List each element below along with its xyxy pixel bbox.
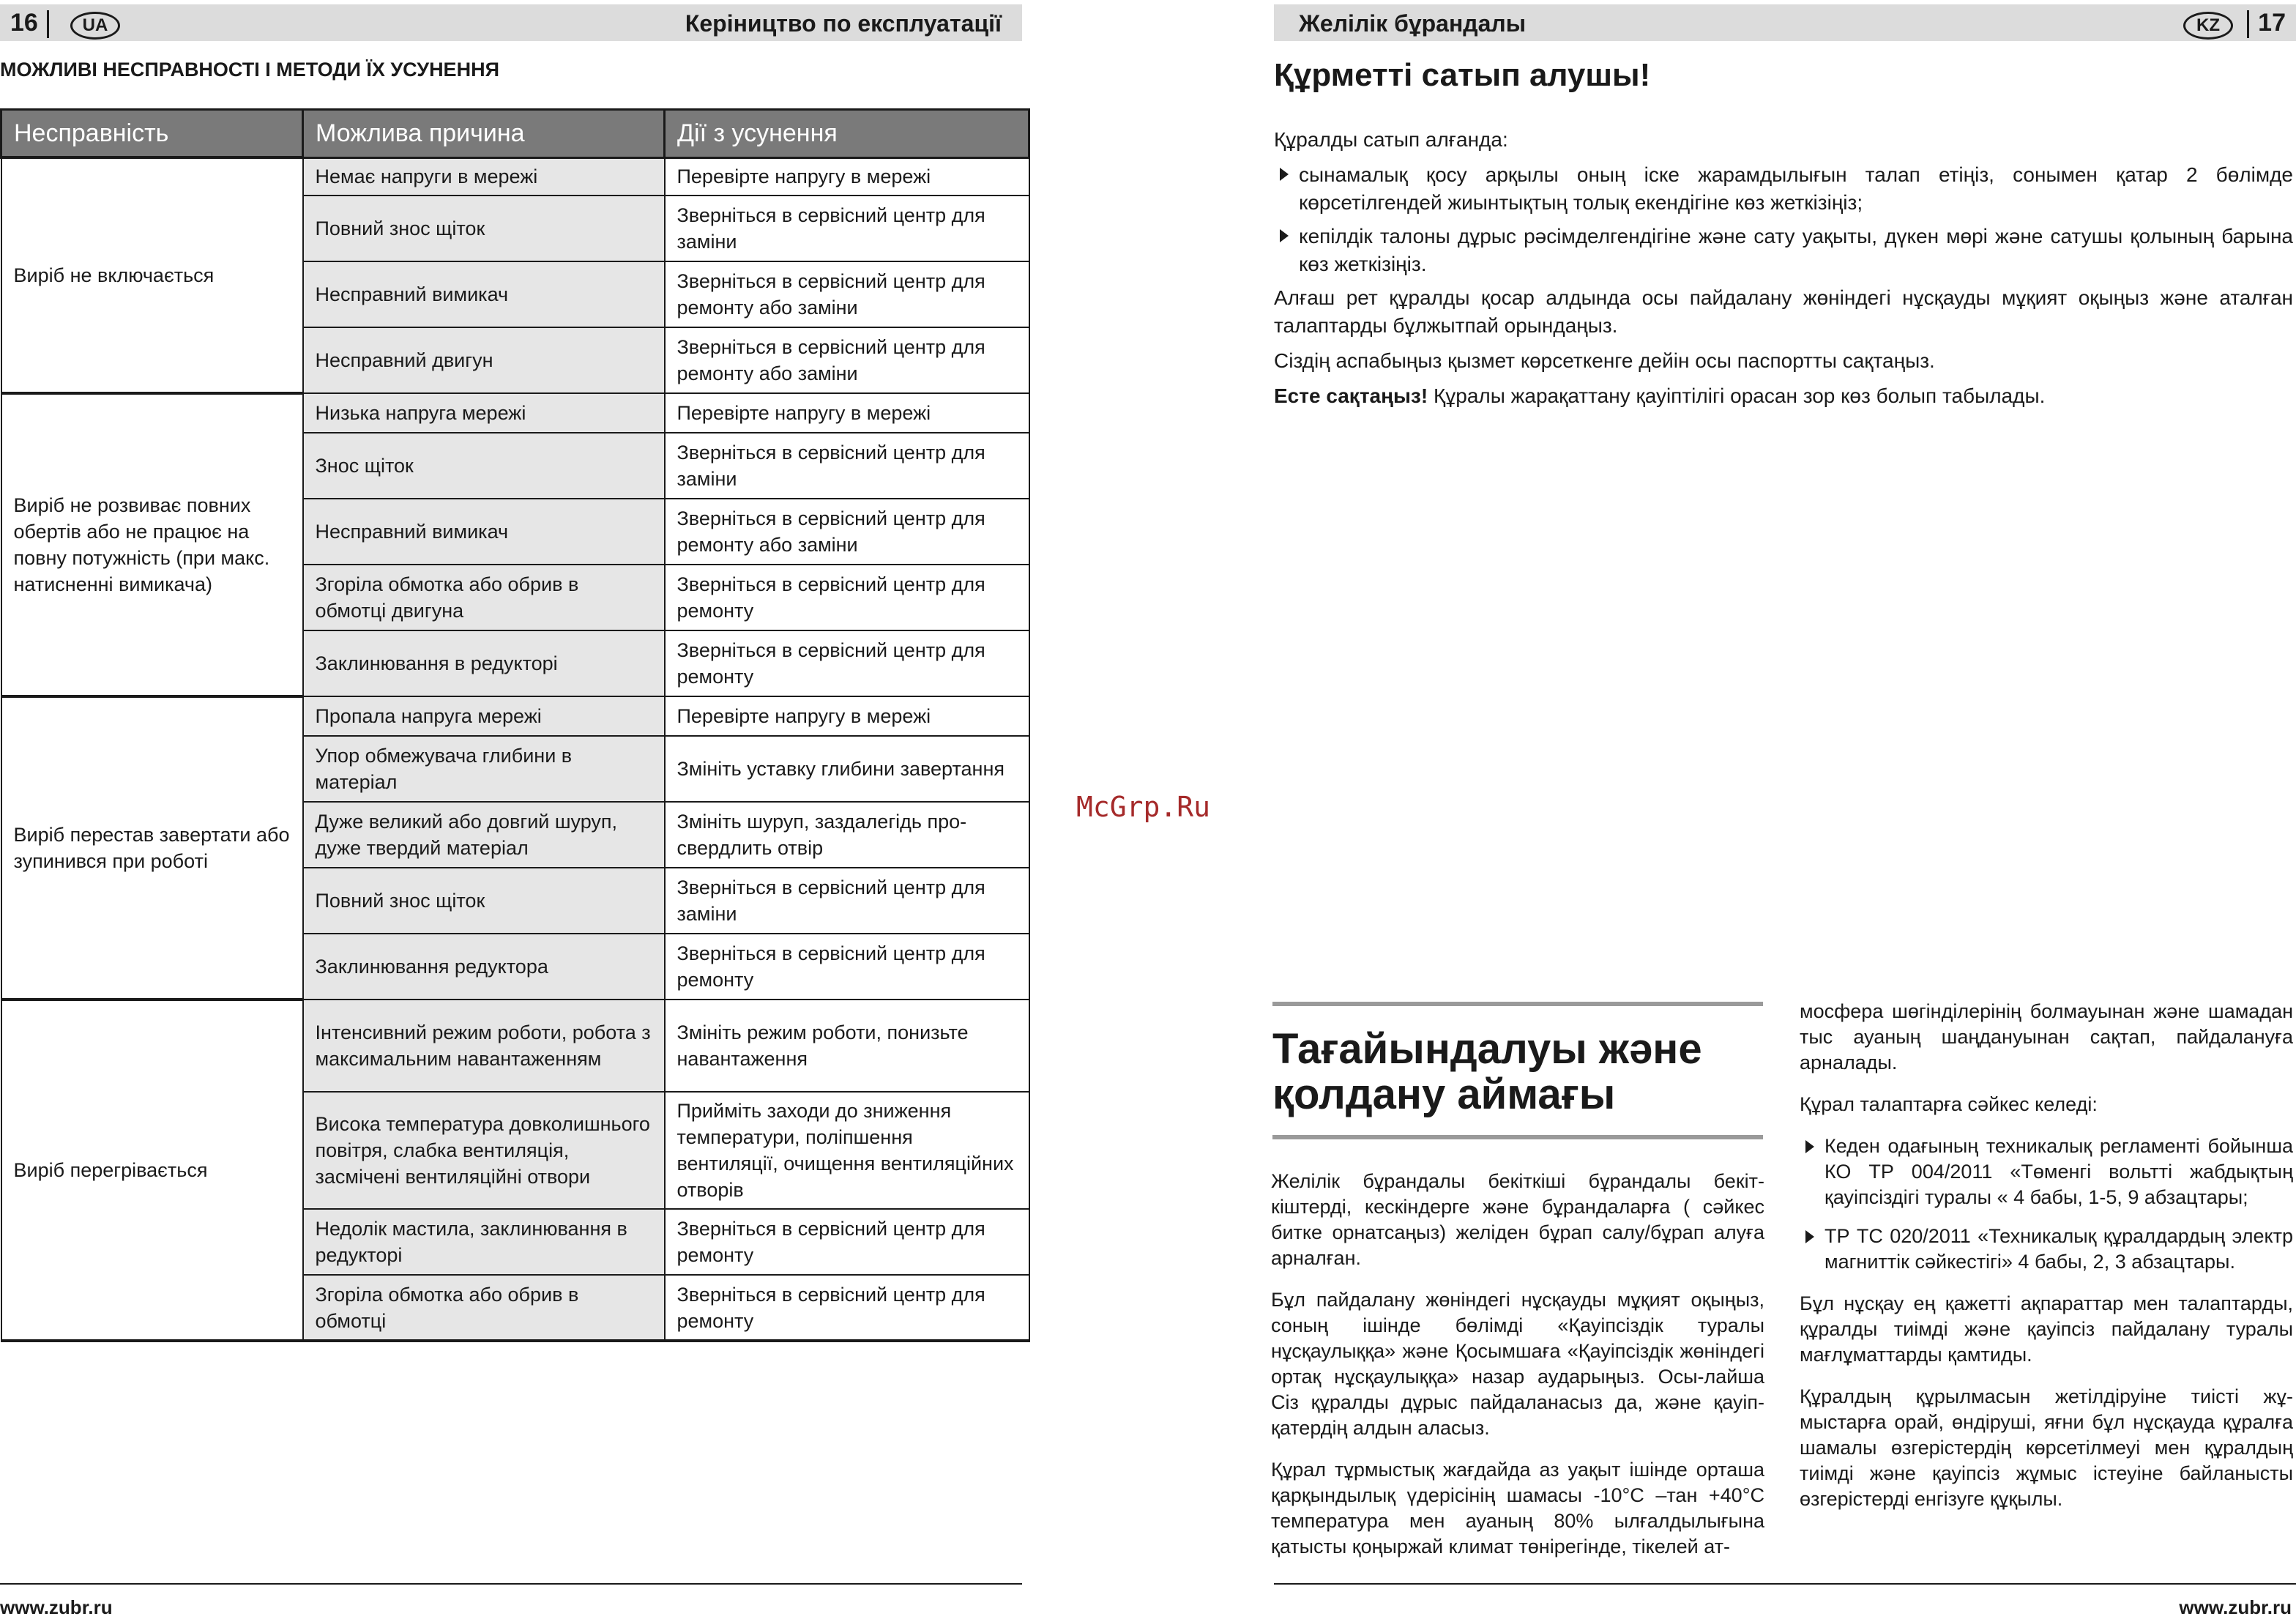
cause-cell: Інтенсивний режим роботи, робота з максимальним навантаженням xyxy=(303,1000,665,1092)
bullet-arrow-icon xyxy=(1280,229,1289,242)
table-row xyxy=(1,157,1029,196)
action-cell: Змініть режим роботи, понизьте навантаження xyxy=(665,1000,1029,1092)
text-column-1 xyxy=(1271,1169,1764,1576)
cause-cell: Знос щіток xyxy=(303,433,665,499)
list-item: сынамалық қосу арқылы оның іске жарамдылығын талап етіңіз, сонымен қатар 2 бөлімде көрсетілгендей жиынтықтың толық екендігіне көз жеткізіңіз; xyxy=(1274,161,2293,217)
intro-list xyxy=(1274,161,2293,278)
body-paragraph: мосфера шөгінділерінің болмауынан және шамадан тыс ауаның шаңдануынан сақтап, пайдалануға арналады. xyxy=(1800,1000,2293,1073)
action-cell: Змініть шуруп, заздалегідь просвердлить отвір xyxy=(665,802,1029,868)
header-title: Керiництво по експлуатацiї xyxy=(685,10,1002,37)
table-row xyxy=(1,1000,1029,1092)
cause-cell: Повний знос щіток xyxy=(303,196,665,261)
action-cell: Зверніться в сервісний центр для ремонту xyxy=(665,934,1029,1000)
heading-rule xyxy=(1272,1135,1763,1139)
greeting-heading: Құрметті сатып алушы! xyxy=(1274,57,1651,93)
action-cell: Зверніться в сервісний центр для ремонту xyxy=(665,1275,1029,1341)
list-item: Кеден одағының техникалық регламенті бойынша КО ТР 004/2011 «Төменгі вольтті жабдықтың қауіпсіздігі туралы « 4 бабы, 1-5, 9 абзацтары; xyxy=(1800,1134,2293,1210)
warning-label: Есте сақтаңыз! xyxy=(1274,384,1428,407)
footer-divider xyxy=(1274,1583,2296,1585)
warning-paragraph xyxy=(1274,382,2293,410)
page-number: 16 xyxy=(10,9,38,37)
header-divider xyxy=(47,10,49,38)
footer-divider xyxy=(0,1583,1022,1585)
cause-cell: Згоріла обмотка або обрив в обмотці двигуна xyxy=(303,565,665,630)
action-cell: Зверніться в сервісний центр для ремонту xyxy=(665,630,1029,696)
cause-cell: Повний знос щіток xyxy=(303,868,665,934)
table-row xyxy=(1,696,1029,736)
action-cell: Зверніться в сервісний центр для заміни xyxy=(665,433,1029,499)
fault-table xyxy=(0,108,1030,1342)
body-paragraph: Бұл пайдалану жөніндегі нұсқауды мұқият оқыңыз, соның ішінде бөлімді «Қауіпсіздік туралы нұсқаулыққа» және Қосымшаға «Қауіпсіздік жөніндегі ортақ нұсқаулыққа» назар аударыңыз. Осы-лайша Сіз құралды дұрыс пайдаланасыз да, және қауіп-қатердің алдын аласыз. xyxy=(1271,1289,1764,1439)
fault-cell: Виріб не включається xyxy=(1,157,303,393)
intro-lead: Құралды сатып алғанда: xyxy=(1274,128,1508,151)
standards-list xyxy=(1800,1134,2293,1275)
footer-url: www.zubr.ru xyxy=(2179,1596,2292,1618)
action-cell: Зверніться в сервісний центр для ремонту або заміни xyxy=(665,327,1029,393)
cause-cell: Дуже великий або довгий шуруп, дуже твердий матеріал xyxy=(303,802,665,868)
lang-badge: KZ xyxy=(2183,12,2233,40)
body-paragraph: Желілік бұрандалы бекіткіші бұрандалы бекіткіштерді, кескіндерге және бұрандаларға ( сәйкес битке орнатсаңыз) желіден бұрап салу/бұрап алуға арналған. xyxy=(1271,1170,1764,1269)
action-cell: Перевірте напругу в мережі xyxy=(665,696,1029,736)
body-paragraph: Құрал талаптарға сәйкес келеді: xyxy=(1800,1093,2098,1115)
right-header-bar xyxy=(1274,4,2296,41)
cause-cell: Несправний вимикач xyxy=(303,261,665,327)
fault-cell: Виріб не розвиває повних обертів або не працює на повну потужність (при макс. натисненні вимикача) xyxy=(1,393,303,696)
section-heading: Тағайындалуы және қолдану аймағы xyxy=(1272,1025,1702,1118)
list-item: кепілдік талоны дұрыс рәсімделгендігіне және сату уақыты, дүкен мөрі және сатушы қолының барына көз жеткізіңіз. xyxy=(1274,223,2293,278)
cause-cell: Висока температура довколишнього повітря, слабка вентиляція, засмічені вентиляційні отвори xyxy=(303,1092,665,1209)
action-cell: Зверніться в сервісний центр для ремонту xyxy=(665,565,1029,630)
table-row xyxy=(1,393,1029,433)
cause-cell: Заклинювання в редукторі xyxy=(303,630,665,696)
list-item: ТР ТС 020/2011 «Техникалық құралдардың электр магниттік сәйкестігі» 4 бабы, 2, 3 абзацтары. xyxy=(1800,1224,2293,1275)
bullet-arrow-icon xyxy=(1805,1140,1814,1153)
cause-cell: Немає напруги в мережі xyxy=(303,157,665,196)
body-paragraph: Құрал тұрмыстық жағдайда аз уақыт ішінде орташа қарқындылық үдерісінің шамасы -10°С –тан +40°С температура мен ауаның 80% ылғалдылығына қатысты қоңыржай климат төнірегінде, тікелей ат- xyxy=(1271,1459,1764,1557)
page-number: 17 xyxy=(2258,9,2286,37)
body-paragraph: Бұл нұсқау ең қажетті ақпараттар мен талаптарды, құралды тиімді және қауіпсіз пайдалану туралы мағлұматтарды қамтиды. xyxy=(1800,1292,2293,1366)
bullet-arrow-icon xyxy=(1280,168,1289,181)
cause-cell: Згоріла обмотка або обрив в обмотці xyxy=(303,1275,665,1341)
cause-cell: Упор обмежувача глибини в матеріал xyxy=(303,736,665,802)
left-header-bar xyxy=(0,4,1022,41)
action-cell: Зверніться в сервісний центр для ремонту xyxy=(665,1209,1029,1275)
bullet-arrow-icon xyxy=(1805,1230,1814,1243)
action-cell: Зверніться в сервісний центр для ремонту або заміни xyxy=(665,261,1029,327)
action-cell: Зверніться в сервісний центр для заміни xyxy=(665,196,1029,261)
cause-cell: Несправний вимикач xyxy=(303,499,665,565)
action-cell: Змініть уставку глибини завертання xyxy=(665,736,1029,802)
cause-cell: Несправний двигун xyxy=(303,327,665,393)
action-cell: Перевірте напругу в мережі xyxy=(665,393,1029,433)
header-title: Желілік бұрандалы xyxy=(1299,10,1527,37)
cause-cell: Заклинювання редуктора xyxy=(303,934,665,1000)
watermark: McGrp.Ru xyxy=(1076,791,1211,823)
column-header: Можлива причина xyxy=(303,110,665,158)
column-header: Дії з усунення xyxy=(665,110,1029,158)
intro-paragraph: Сіздің аспабыңыз қызмет көрсеткенге дейін осы паспортты сақтаңыз. xyxy=(1274,349,1935,372)
action-cell: Прийміть заходи до зниження температури, поліпшення вентиляції, очищення вентиляційних отворів xyxy=(665,1092,1029,1209)
lang-badge: UA xyxy=(70,12,120,40)
intro-paragraph: Алғаш рет құралды қосар алдында осы пайдалану жөніндегі нұсқауды мұқият оқыңыз және аталған талаптарды бұлжытпай орындаңыз. xyxy=(1274,286,2293,337)
text-column-2 xyxy=(1800,999,2293,1528)
header-divider xyxy=(2247,10,2249,38)
intro-block xyxy=(1274,126,2293,417)
cause-cell: Низька напруга мережі xyxy=(303,393,665,433)
section-title: МОЖЛИВІ НЕСПРАВНОСТІ І МЕТОДИ ЇХ УСУНЕННЯ xyxy=(0,59,499,81)
fault-cell: Виріб перестав завертати або зупинився при роботі xyxy=(1,696,303,1000)
cause-cell: Пропала напруга мережі xyxy=(303,696,665,736)
footer-url: www.zubr.ru xyxy=(0,1596,113,1618)
action-cell: Зверніться в сервісний центр для заміни xyxy=(665,868,1029,934)
action-cell: Перевірте напругу в мережі xyxy=(665,157,1029,196)
cause-cell: Недолік мастила, заклинювання в редукторі xyxy=(303,1209,665,1275)
warning-text: Құралы жарақаттану қауіптілігі орасан зор көз болып табылады. xyxy=(1428,384,2046,407)
action-cell: Зверніться в сервісний центр для ремонту або заміни xyxy=(665,499,1029,565)
fault-cell: Виріб перегрівається xyxy=(1,1000,303,1341)
body-paragraph: Құралдың құрылмасын жетілдіруіне тиісті жұмыстарға орай, өндіруші, яғни бұл нұсқауда құралға шамалы өзгерістердің көрсетілмеуі мен құралдың тиімді және қауіпсіз жұмыс істеуіне байланысты өзгерістерді енгізуге құқылы. xyxy=(1800,1385,2293,1510)
column-header: Несправність xyxy=(1,110,303,158)
table-header-row xyxy=(1,110,1029,158)
heading-rule xyxy=(1272,1002,1763,1006)
